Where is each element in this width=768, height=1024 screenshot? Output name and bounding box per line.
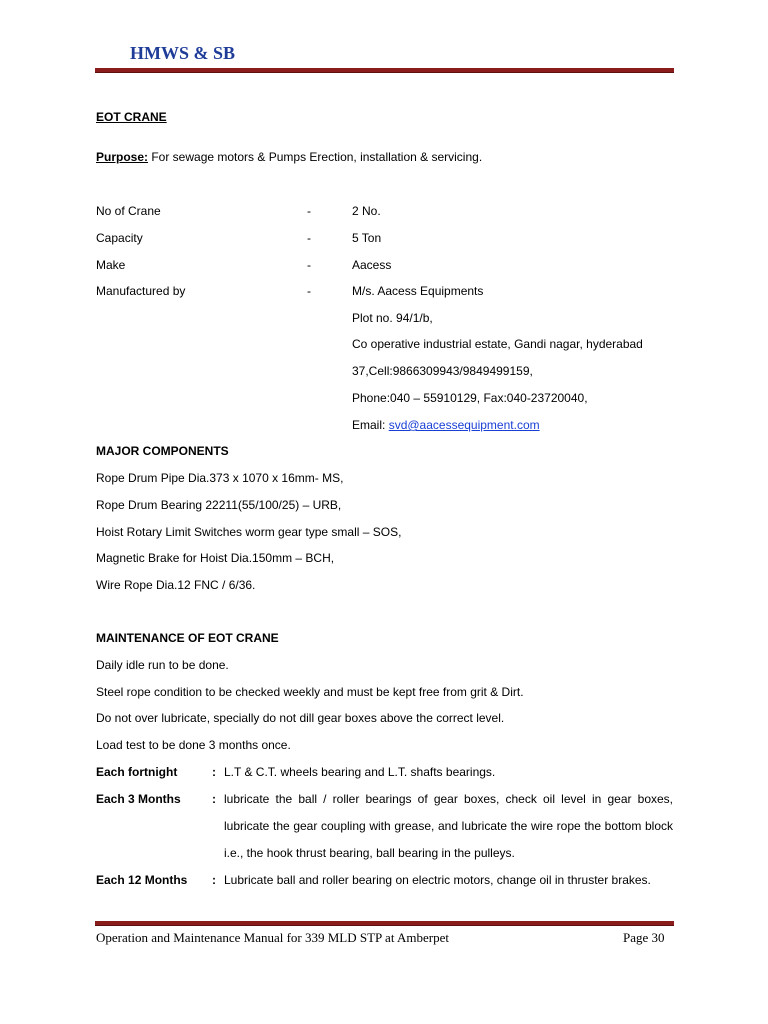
spec-separator: - [307,204,311,218]
schedule-colon: : [212,873,216,887]
email-link[interactable]: svd@aacessequipment.com [388,418,540,432]
component-item: Hoist Rotary Limit Switches worm gear type small – SOS, [96,525,402,539]
purpose-line [96,150,482,164]
section-title: EOT CRANE [96,110,167,124]
schedule-label: Each fortnight [96,765,178,779]
component-item: Rope Drum Bearing 22211(55/100/25) – URB, [96,498,342,512]
schedule-text: L.T & C.T. wheels bearing and L.T. shafts bearings. [224,765,496,779]
header-title: HMWS & SB [130,43,236,63]
address-line: Plot no. 94/1/b, [352,311,433,325]
component-item: Magnetic Brake for Hoist Dia.150mm – BCH, [96,551,335,565]
spec-value: Aacess [352,258,392,272]
maintenance-line: Steel rope condition to be checked weekly and must be kept free from grit & Dirt. [96,685,524,699]
maintenance-line: Load test to be done 3 months once. [96,738,291,752]
address-line: Phone:040 – 55910129, Fax:040-23720040, [352,391,588,405]
schedule-text: Lubricate ball and roller bearing on electric motors, change oil in thruster brakes. [224,873,651,887]
spec-value: M/s. Aacess Equipments [352,284,484,298]
maintenance-line: Do not over lubricate, specially do not dill gear boxes above the correct level. [96,711,505,725]
spec-label: Manufactured by [96,284,186,298]
header-rule [95,68,674,73]
spec-value: 2 No. [352,204,381,218]
purpose-label: Purpose: [96,150,149,164]
schedule-colon: : [212,765,216,779]
footer-rule [95,921,674,926]
spec-label: Capacity [96,231,143,245]
spec-separator: - [307,258,311,272]
spec-separator: - [307,284,311,298]
schedule-text: lubricate the ball / roller bearings of gear boxes, check oil level in gear boxes, lubricate the gear coupling with grease, and lubricate the wire rope the bottom block i.e., the hook thrust bearing, ball bearing in the pulleys. [224,792,673,860]
address-line: Co operative industrial estate, Gandi nagar, hyderabad [352,337,643,351]
purpose-text: For sewage motors & Pumps Erection, installation & servicing. [148,150,483,164]
spec-value: 5 Ton [352,231,382,245]
maintenance-line: Daily idle run to be done. [96,658,229,672]
address-line: 37,Cell:9866309943/9849499159, [352,364,533,378]
major-components-heading: MAJOR COMPONENTS [96,444,229,458]
email-label: Email: [352,418,389,432]
spec-label: Make [96,258,126,272]
component-item: Wire Rope Dia.12 FNC / 6/36. [96,578,256,592]
schedule-label: Each 12 Months [96,873,188,887]
schedule-colon: : [212,792,216,806]
spec-label: No of Crane [96,204,161,218]
schedule-label: Each 3 Months [96,792,181,806]
spec-separator: - [307,231,311,245]
component-item: Rope Drum Pipe Dia.373 x 1070 x 16mm- MS, [96,471,344,485]
email-line [352,418,540,432]
maintenance-heading: MAINTENANCE OF EOT CRANE [96,631,279,645]
footer-text: Operation and Maintenance Manual for 339 MLD STP at Amberpet [96,930,449,945]
page-number: Page 30 [623,930,665,945]
